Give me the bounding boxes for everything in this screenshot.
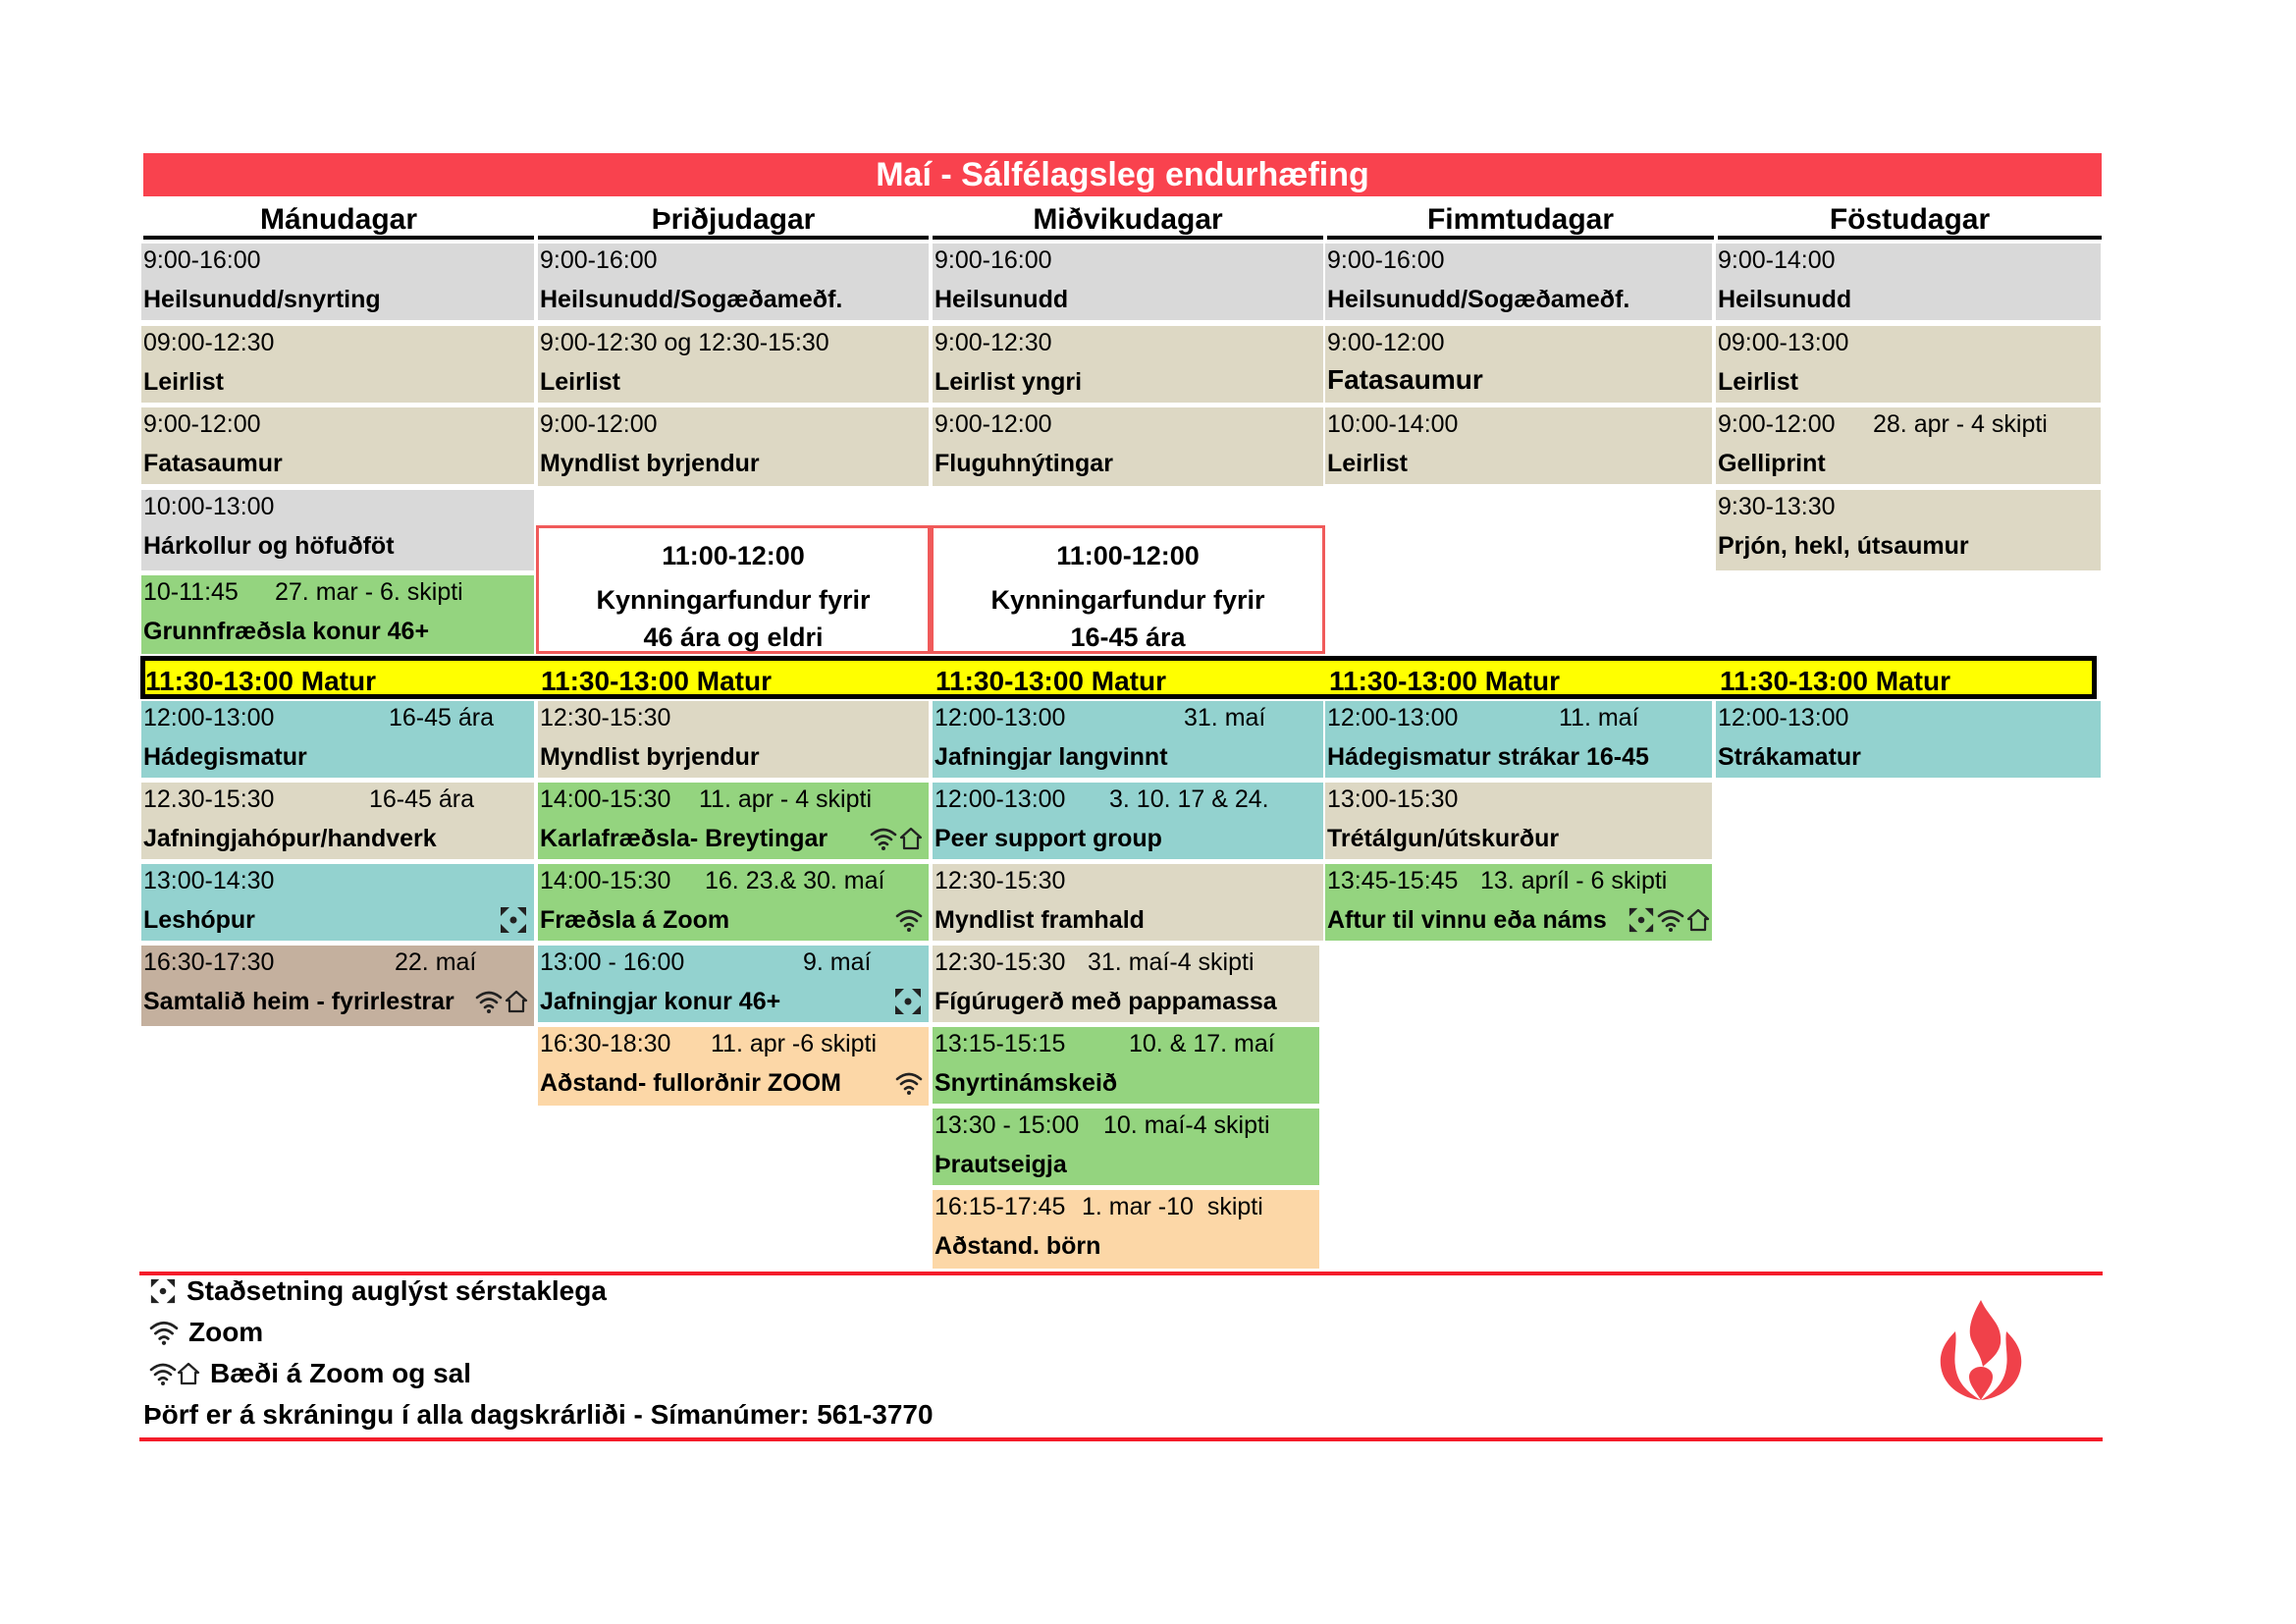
- legend-both-label: Bæði á Zoom og sal: [210, 1358, 472, 1388]
- item-note: 31. maí: [1184, 704, 1266, 731]
- item-name: Myndlist byrjendur: [540, 450, 760, 477]
- item-time: 16:15-17:45: [934, 1193, 1066, 1220]
- location-icon: [499, 905, 528, 935]
- item-note: 1. mar -10 skipti: [1082, 1193, 1263, 1220]
- item-name: Heilsunudd/Sogæðameðf.: [540, 286, 843, 313]
- item-note: 9. maí: [803, 948, 872, 976]
- item-icons: [895, 1066, 923, 1100]
- item-name: Heilsunudd/snyrting: [143, 286, 381, 313]
- item-name: Myndlist framhald: [934, 906, 1145, 934]
- wifi-icon: [870, 826, 897, 851]
- item-icons: [895, 903, 923, 937]
- legend-zoom: [149, 1316, 263, 1349]
- wifi-icon: [895, 907, 923, 933]
- schedule-item: [538, 244, 929, 320]
- schedule-item: [1325, 864, 1712, 941]
- item-icons: [1628, 903, 1710, 937]
- day-header-wednesday: Miðvikudagar: [933, 198, 1323, 240]
- meeting-audience: 46 ára og eldri: [643, 623, 824, 652]
- item-name: Leirlist: [540, 368, 620, 396]
- info-meeting-46plus: [536, 525, 931, 654]
- item-time: 13:00 - 16:00: [540, 948, 685, 976]
- item-name: Samtalið heim - fyrirlestrar: [143, 988, 454, 1015]
- item-name: Aðstand- fullorðnir ZOOM: [540, 1069, 841, 1097]
- schedule-item: [933, 326, 1323, 403]
- item-time: 13:00-15:30: [1327, 785, 1459, 813]
- legend-location-label: Staðsetning auglýst sérstaklega: [187, 1275, 607, 1306]
- item-note: 10. & 17. maí: [1129, 1030, 1275, 1057]
- item-note: 16-45 ára: [389, 704, 495, 731]
- item-time: 12:00-13:00: [934, 704, 1066, 731]
- lunch-thursday: 11:30-13:00 Matur: [1329, 666, 1561, 696]
- item-name: Leshópur: [143, 906, 255, 934]
- item-note: 31. maí-4 skipti: [1088, 948, 1255, 976]
- location-icon: [149, 1277, 177, 1305]
- meeting-title: Kynningarfundur fyrir: [990, 585, 1265, 615]
- schedule-item: [141, 490, 534, 570]
- meeting-time: 11:00-12:00: [1056, 541, 1200, 570]
- item-time: 09:00-13:00: [1718, 329, 1849, 356]
- schedule-item: [1716, 407, 2101, 484]
- schedule-item: [933, 1027, 1319, 1104]
- item-name: Fígúrugerð með pappamassa: [934, 988, 1277, 1015]
- item-time: 9:00-12:00: [143, 410, 261, 438]
- divider-bottom: [139, 1437, 2103, 1441]
- item-note: 11. apr - 4 skipti: [699, 785, 873, 813]
- legend-registration-note: [143, 1398, 934, 1432]
- item-time: 12:00-13:00: [934, 785, 1066, 813]
- item-time: 9:00-16:00: [540, 246, 658, 274]
- item-icons: [870, 822, 923, 855]
- item-name: Fræðsla á Zoom: [540, 906, 730, 934]
- legend-zoom-label: Zoom: [188, 1317, 264, 1347]
- schedule-item: [538, 783, 929, 859]
- flame-logo: [1924, 1296, 2038, 1404]
- item-name: Leirlist: [1327, 450, 1408, 477]
- wifi-icon: [1657, 907, 1684, 933]
- item-name: Peer support group: [934, 825, 1162, 852]
- day-header-monday: Mánudagar: [143, 198, 534, 240]
- item-name: Þrautseigja: [934, 1151, 1067, 1178]
- item-time: 9:00-12:30 og 12:30-15:30: [540, 329, 829, 356]
- schedule-item: [538, 407, 929, 486]
- item-time: 14:00-15:30: [540, 785, 671, 813]
- item-name: Grunnfræðsla konur 46+: [143, 618, 430, 645]
- schedule-item: [1716, 326, 2101, 403]
- item-name: Jafningjahópur/handverk: [143, 825, 437, 852]
- item-note: 3. 10. 17 & 24.: [1109, 785, 1269, 813]
- item-note: 16. 23.& 30. maí: [705, 867, 885, 894]
- item-name: Leirlist: [143, 368, 224, 396]
- item-name: Myndlist byrjendur: [540, 743, 760, 771]
- info-meeting-16-45: [931, 525, 1325, 654]
- schedule-item: [933, 946, 1319, 1022]
- schedule-item: [1325, 326, 1712, 403]
- location-icon: [1628, 906, 1655, 934]
- item-name: Aftur til vinnu eða náms: [1327, 906, 1607, 934]
- lunch-monday: 11:30-13:00 Matur: [145, 666, 377, 696]
- lunch-row: [140, 656, 2097, 699]
- day-header-thursday: Fimmtudagar: [1327, 198, 1714, 240]
- schedule-item: [933, 407, 1323, 486]
- item-time: 16:30-18:30: [540, 1030, 671, 1057]
- item-time: 9:00-12:00: [540, 410, 658, 438]
- schedule-item: [538, 701, 929, 778]
- item-note: 16-45 ára: [369, 785, 475, 813]
- item-time: 12:30-15:30: [934, 948, 1066, 976]
- item-icons: [893, 985, 923, 1018]
- meeting-title: Kynningarfundur fyrir: [596, 585, 871, 615]
- item-note: 28. apr - 4 skipti: [1873, 410, 2048, 438]
- meeting-time: 11:00-12:00: [662, 541, 805, 570]
- schedule-item: [933, 701, 1323, 778]
- schedule-item: [1325, 701, 1712, 778]
- schedule-item: [141, 783, 534, 859]
- item-note: 27. mar - 6. skipti: [275, 578, 463, 606]
- wifi-icon: [149, 1361, 177, 1386]
- item-time: 9:00-14:00: [1718, 246, 1836, 274]
- schedule-item: [1716, 244, 2101, 320]
- schedule-item: [1325, 783, 1712, 859]
- item-time: 12:30-15:30: [540, 704, 671, 731]
- item-name: Trétálgun/útskurður: [1327, 825, 1560, 852]
- house-icon: [1686, 907, 1710, 933]
- item-name: Leirlist yngri: [934, 368, 1083, 396]
- item-name: Snyrtinámskeið: [934, 1069, 1118, 1097]
- item-time: 12.30-15:30: [143, 785, 275, 813]
- schedule-item: [933, 864, 1323, 941]
- item-time: 12:00-13:00: [1718, 704, 1849, 731]
- location-icon: [893, 987, 923, 1016]
- lunch-friday: 11:30-13:00 Matur: [1720, 666, 1951, 696]
- schedule-item: [1325, 244, 1712, 320]
- schedule-item: [933, 1109, 1319, 1185]
- schedule-item: [538, 864, 929, 941]
- item-time: 10:00-14:00: [1327, 410, 1459, 438]
- legend-both-icons: [149, 1361, 200, 1386]
- item-time: 13:15-15:15: [934, 1030, 1066, 1057]
- item-name: Leirlist: [1718, 368, 1798, 396]
- lunch-wednesday: 11:30-13:00 Matur: [935, 666, 1167, 696]
- item-name: Hádegismatur: [143, 743, 307, 771]
- item-time: 9:00-16:00: [143, 246, 261, 274]
- schedule-item: [141, 946, 534, 1026]
- item-time: 13:30 - 15:00: [934, 1111, 1080, 1139]
- item-time: 12:00-13:00: [1327, 704, 1459, 731]
- item-time: 14:00-15:30: [540, 867, 671, 894]
- item-time: 9:00-12:30: [934, 329, 1052, 356]
- house-icon: [177, 1361, 200, 1386]
- legend-location: [149, 1274, 607, 1308]
- item-time: 9:00-12:00: [934, 410, 1052, 438]
- schedule-item: [1325, 407, 1712, 484]
- item-time: 9:00-12:00: [1327, 329, 1445, 356]
- item-note: 22. maí: [395, 948, 477, 976]
- legend-both: [149, 1357, 471, 1390]
- item-time: 16:30-17:30: [143, 948, 275, 976]
- item-name: Karlafræðsla- Breytingar: [540, 825, 828, 852]
- item-time: 9:00-16:00: [1327, 246, 1445, 274]
- item-time: 13:45-15:45: [1327, 867, 1459, 894]
- item-note: 11. maí: [1559, 704, 1639, 731]
- item-name: Jafningjar konur 46+: [540, 988, 781, 1015]
- day-header-tuesday: Þriðjudagar: [538, 198, 929, 240]
- schedule-item: [141, 701, 534, 778]
- house-icon: [505, 989, 528, 1014]
- schedule-item: [1716, 701, 2101, 778]
- item-time: 9:00-16:00: [934, 246, 1052, 274]
- house-icon: [899, 826, 923, 851]
- schedule-item: [538, 326, 929, 403]
- schedule-item: [141, 326, 534, 403]
- day-header-friday: Föstudagar: [1718, 198, 2102, 240]
- schedule-item: [933, 244, 1323, 320]
- schedule-item: [538, 946, 929, 1022]
- item-name: Heilsunudd/Sogæðameðf.: [1327, 286, 1630, 313]
- schedule-item: [933, 783, 1323, 859]
- item-name: Jafningjar langvinnt: [934, 743, 1168, 771]
- item-name: Hárkollur og höfuðföt: [143, 532, 395, 560]
- schedule-item: [141, 244, 534, 320]
- registration-note: Þörf er á skráningu í alla dagskrárliði - Símanúmer: 561-3770: [143, 1399, 934, 1430]
- schedule-item: [141, 407, 534, 484]
- item-name: Hádegismatur strákar 16-45: [1327, 743, 1649, 771]
- page-title: Maí - Sálfélagsleg endurhæfing: [143, 153, 2102, 196]
- item-name: Fluguhnýtingar: [934, 450, 1113, 477]
- item-time: 10:00-13:00: [143, 493, 275, 520]
- item-name: Fatasaumur: [143, 450, 283, 477]
- wifi-icon: [149, 1319, 179, 1346]
- item-name: Aðstand. börn: [934, 1232, 1101, 1260]
- item-time: 9:00-12:00: [1718, 410, 1836, 438]
- schedule-item: [141, 864, 534, 941]
- item-name: Fatasaumur: [1327, 364, 1483, 395]
- schedule-item: [1716, 490, 2101, 570]
- wifi-icon: [475, 989, 503, 1014]
- lunch-tuesday: 11:30-13:00 Matur: [541, 666, 773, 696]
- item-icons: [499, 903, 528, 937]
- schedule-item: [933, 1190, 1319, 1269]
- schedule-item: [538, 1027, 929, 1106]
- item-time: 13:00-14:30: [143, 867, 275, 894]
- item-time: 10-11:45: [143, 578, 239, 606]
- item-name: Prjón, hekl, útsaumur: [1718, 532, 1969, 560]
- item-note: 11. apr -6 skipti: [711, 1030, 878, 1057]
- item-time: 09:00-12:30: [143, 329, 275, 356]
- item-icons: [475, 985, 528, 1018]
- item-note: 10. maí-4 skipti: [1103, 1111, 1270, 1139]
- meeting-audience: 16-45 ára: [1070, 623, 1186, 652]
- item-time: 12:30-15:30: [934, 867, 1066, 894]
- item-name: Gelliprint: [1718, 450, 1826, 477]
- item-name: Heilsunudd: [934, 286, 1069, 313]
- wifi-icon: [895, 1070, 923, 1096]
- item-name: Strákamatur: [1718, 743, 1861, 771]
- item-name: Heilsunudd: [1718, 286, 1852, 313]
- schedule-item: [141, 575, 534, 654]
- item-time: 12:00-13:00: [143, 704, 275, 731]
- item-time: 9:30-13:30: [1718, 493, 1836, 520]
- item-note: 13. apríl - 6 skipti: [1480, 867, 1668, 894]
